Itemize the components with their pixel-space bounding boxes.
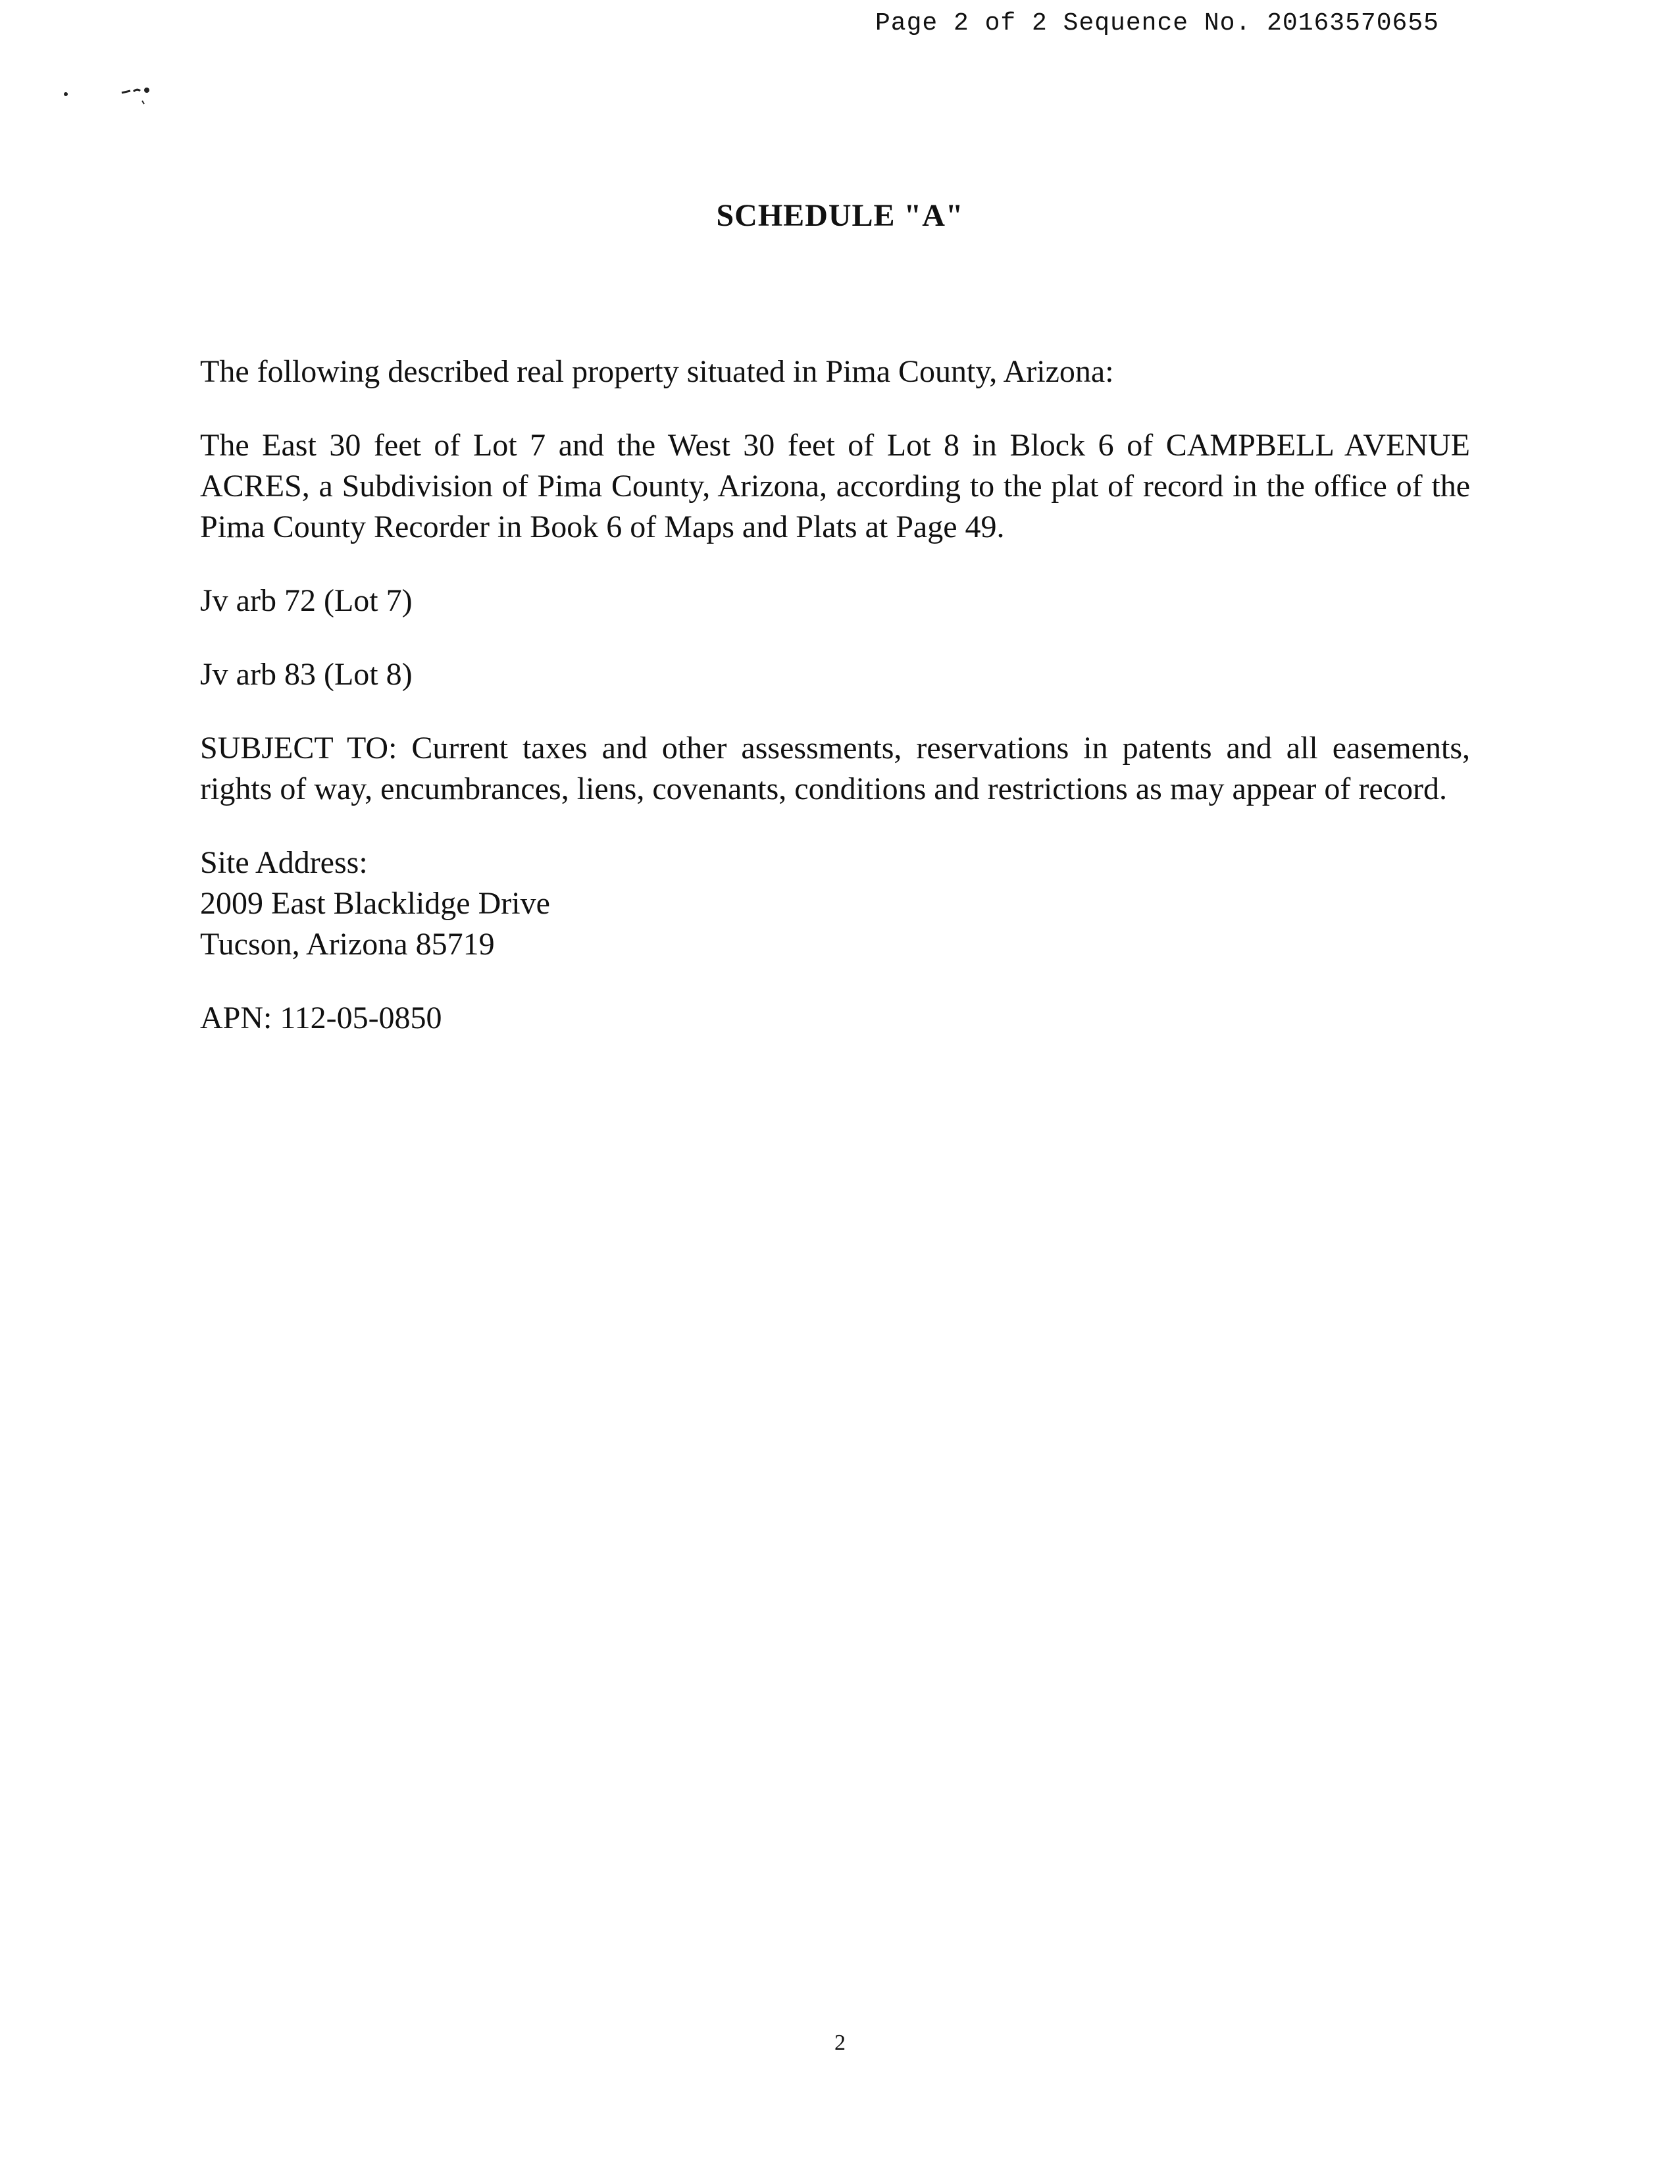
apn-line: APN: 112-05-0850	[200, 1001, 442, 1035]
recorder-sequence-stamp: Page 2 of 2 Sequence No. 20163570655	[875, 9, 1439, 38]
scan-artifact-marks	[59, 82, 171, 115]
legal-description-paragraph: The East 30 feet of Lot 7 and the West 30 feet of Lot 8 in Block 6 of CAMPBELL AVENUE ACRES, a Subdivision of Pima County, Arizona, according to the plat of record in the office of the Pima County Recorder in Book 6 of Maps and Plats at Page 49.	[200, 428, 1470, 544]
site-address-block	[200, 843, 1470, 965]
jv-lot-7-line: Jv arb 72 (Lot 7)	[200, 583, 413, 618]
site-address-street: 2009 East Blacklidge Drive	[200, 886, 550, 921]
page-number: 2	[834, 2031, 846, 2055]
schedule-body	[200, 351, 1470, 1072]
site-address-city-state-zip: Tucson, Arizona 85719	[200, 927, 495, 962]
subject-to-paragraph: SUBJECT TO: Current taxes and other assessments, reservations in patents and all easements, rights of way, encumbrances, liens, covenants, conditions and restrictions as may appear of record.	[200, 731, 1470, 806]
intro-paragraph: The following described real property situated in Pima County, Arizona:	[200, 354, 1114, 389]
site-address-label: Site Address:	[200, 845, 368, 880]
schedule-title: SCHEDULE "A"	[716, 198, 964, 233]
jv-lot-8-line: Jv arb 83 (Lot 8)	[200, 657, 413, 692]
